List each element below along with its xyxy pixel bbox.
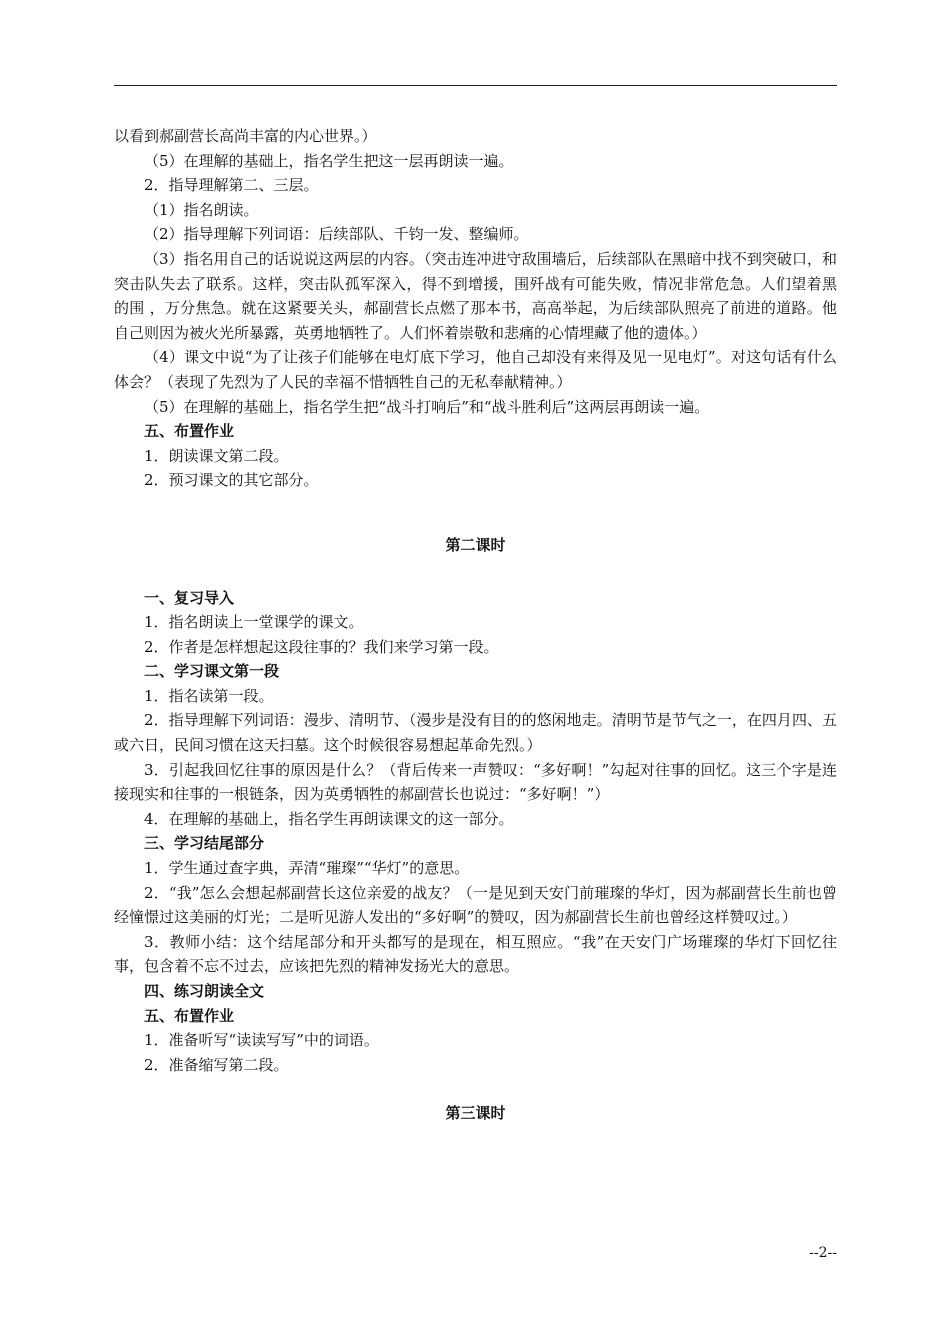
- paragraph: 1．指名朗读上一堂课学的课文。: [144, 613, 364, 632]
- paragraph: （2）指导理解下列词语：后续部队、千钧一发、整编师。: [144, 225, 529, 244]
- paragraph: （1）指名朗读。: [144, 200, 259, 219]
- paragraph: 2．“我”怎么会想起郝副营长这位亲爱的战友？（一是见到天安门前璀璨的华灯，因为郝副营长生前也曾经憧憬过这美丽的灯光；二是听见游人发出的“多好啊”的赞叹，因为郝副营长生前也曾经这样赞叹过。）: [114, 883, 837, 927]
- paragraph: 2．预习课文的其它部分。: [144, 471, 319, 490]
- paragraph: 1．准备听写“读读写写”中的词语。: [144, 1031, 379, 1050]
- paragraph: 4．在理解的基础上，指名学生再朗读课文的这一部分。: [144, 809, 514, 828]
- paragraph: （4）课文中说“为了让孩子们能够在电灯底下学习，他自己却没有来得及见一见电灯”。对这句话有什么体会？（表现了先烈为了人民的幸福不惜牺牲自己的无私奉献精神。）: [114, 348, 837, 391]
- paragraph: 2．指导理解第二、三层。: [144, 176, 319, 195]
- lesson-heading-2: 第二课时: [445, 535, 506, 554]
- paragraph: 3．教师小结：这个结尾部分和开头都写的是现在，相互照应。“我”在天安门广场璀璨的华灯下回忆往事，包含着不忘不过去，应该把先烈的精神发扬光大的意思。: [114, 932, 837, 976]
- section-heading: 一、复习导入: [144, 588, 235, 607]
- header-rule: [114, 85, 837, 86]
- section-heading: 五、布置作业: [144, 422, 235, 441]
- paragraph: 3．引起我回忆往事的原因是什么？（背后传来一声赞叹：“多好啊！”勾起对往事的回忆。这三个字是连接现实和往事的一根链条，因为英勇牺牲的郝副营长也说过：“多好啊！”）: [114, 760, 837, 804]
- paragraph: 2．准备缩写第二段。: [144, 1055, 289, 1074]
- section-first-lesson-continued: [114, 124, 837, 493]
- paragraph: 1．朗读课文第二段。: [144, 446, 289, 465]
- paragraph: （5）在理解的基础上，指名学生把这一层再朗读一遍。: [144, 151, 514, 170]
- document-body: [114, 124, 837, 1126]
- paragraph: 1．指名读第一段。: [144, 686, 274, 705]
- paragraph: 2．作者是怎样想起这段往事的？我们来学习第一段。: [144, 637, 499, 656]
- paragraph: 2．指导理解下列词语：漫步、清明节、（漫步是没有目的的悠闲地走。清明节是节气之一，在四月四、五或六日，民间习惯在这天扫墓。这个时候很容易想起革命先烈。）: [114, 711, 837, 755]
- section-heading: 二、学习课文第一段: [144, 662, 280, 681]
- lesson-heading-3: 第三课时: [445, 1104, 506, 1123]
- paragraph: 1．学生通过查字典，弄清“璀璨”“华灯”的意思。: [144, 859, 470, 878]
- paragraph: （3）指名用自己的话说说这两层的内容。（突击连冲进守敌围墙后，后续部队在黑暗中找不到突破口，和突击队失去了联系。这样，突击队孤军深入，得不到增援，围歼战有可能失败，情况非常危急。人们望着黑 的围 ，万分焦急。就在这紧要关头，郝副营长点燃了那本书，高高举起，为后续部队照亮了前进的道路。他自己则因为被火光所暴露，英勇地牺牲了。人们怀着崇敬和悲痛的心情埋藏了他的遗体。）: [114, 249, 837, 342]
- paragraph: （5）在理解的基础上，指名学生把“战斗打响后”和“战斗胜利后”这两层再朗读一遍。: [144, 397, 710, 416]
- section-heading: 五、布置作业: [144, 1006, 235, 1025]
- section-heading: 四、练习朗读全文: [144, 982, 265, 1000]
- section-heading: 三、学习结尾部分: [144, 834, 265, 853]
- section-second-lesson: [114, 586, 837, 1078]
- paragraph: 以看到郝副营长高尚丰富的内心世界。）: [114, 127, 377, 145]
- page-number: --2--: [809, 1245, 837, 1261]
